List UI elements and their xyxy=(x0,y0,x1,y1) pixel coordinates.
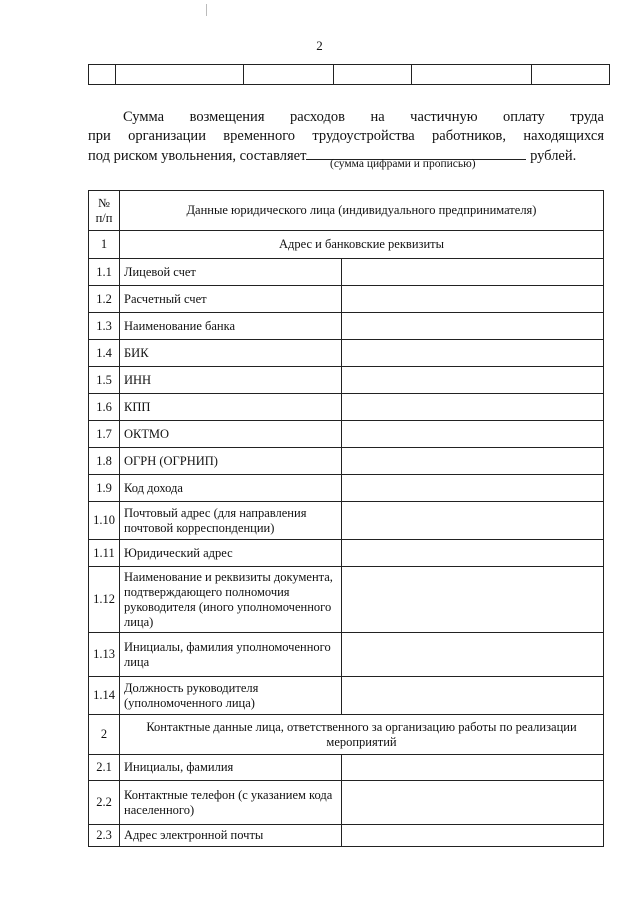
table-row xyxy=(89,781,604,825)
empty-cell xyxy=(116,65,244,85)
row-label: Адрес электронной почты xyxy=(120,825,342,847)
currency-text: рублей. xyxy=(526,148,577,164)
row-value-field[interactable] xyxy=(342,755,604,781)
row-num: 1.5 xyxy=(89,367,120,394)
empty-cell xyxy=(532,65,610,85)
header-title: Данные юридического лица (индивидуального предпринимателя) xyxy=(120,191,604,231)
row-value-field[interactable] xyxy=(342,394,604,421)
row-num: 2.1 xyxy=(89,755,120,781)
row-num: 1.1 xyxy=(89,259,120,286)
row-value-field[interactable] xyxy=(342,475,604,502)
section-num: 2 xyxy=(89,715,120,755)
table-row xyxy=(89,825,604,847)
row-label: Юридический адрес xyxy=(120,540,342,567)
row-value-field[interactable] xyxy=(342,540,604,567)
scan-mark xyxy=(206,4,207,16)
row-num: 1.2 xyxy=(89,286,120,313)
continued-table-row xyxy=(88,64,610,85)
row-label: Лицевой счет xyxy=(120,259,342,286)
table-row xyxy=(89,394,604,421)
row-value-field[interactable] xyxy=(342,313,604,340)
header-num: № п/п xyxy=(89,191,120,231)
row-label: КПП xyxy=(120,394,342,421)
row-label: ОКТМО xyxy=(120,421,342,448)
row-num: 2.3 xyxy=(89,825,120,847)
empty-cell xyxy=(412,65,532,85)
paragraph-line-2: при организации временного трудоустройства работников, находящихся xyxy=(88,128,604,144)
row-num: 1.7 xyxy=(89,421,120,448)
row-value-field[interactable] xyxy=(342,286,604,313)
row-value-field[interactable] xyxy=(342,781,604,825)
table-row xyxy=(89,340,604,367)
row-value-field[interactable] xyxy=(342,677,604,715)
row-label: Контактные телефон (с указанием кода населенного) xyxy=(120,781,342,825)
row-label: Инициалы, фамилия уполномоченного лица xyxy=(120,633,342,677)
row-num: 1.4 xyxy=(89,340,120,367)
row-num: 1.3 xyxy=(89,313,120,340)
section-num: 1 xyxy=(89,231,120,259)
section-title: Контактные данные лица, ответственного за организацию работы по реализации мероприятий xyxy=(120,715,604,755)
row-value-field[interactable] xyxy=(342,448,604,475)
table-row xyxy=(89,540,604,567)
empty-cell xyxy=(89,65,116,85)
row-value-field[interactable] xyxy=(342,567,604,633)
row-value-field[interactable] xyxy=(342,259,604,286)
table-row xyxy=(89,448,604,475)
table-row xyxy=(89,633,604,677)
row-num: 1.12 xyxy=(89,567,120,633)
section-row xyxy=(89,715,604,755)
row-num: 1.6 xyxy=(89,394,120,421)
row-label: ИНН xyxy=(120,367,342,394)
row-num: 1.9 xyxy=(89,475,120,502)
empty-cell xyxy=(334,65,412,85)
row-num: 2.2 xyxy=(89,781,120,825)
row-num: 1.10 xyxy=(89,502,120,540)
table-row xyxy=(89,755,604,781)
table-row xyxy=(89,475,604,502)
row-label: Наименование и реквизиты документа, подтверждающего полномочия руководителя (иного уполномоченного лица) xyxy=(120,567,342,633)
table-header-row xyxy=(89,191,604,231)
row-num: 1.11 xyxy=(89,540,120,567)
row-label: ОГРН (ОГРНИП) xyxy=(120,448,342,475)
row-value-field[interactable] xyxy=(342,825,604,847)
row-num: 1.13 xyxy=(89,633,120,677)
row-label: Должность руководителя (уполномоченного лица) xyxy=(120,677,342,715)
row-num: 1.8 xyxy=(89,448,120,475)
section-row xyxy=(89,231,604,259)
row-label: БИК xyxy=(120,340,342,367)
row-label: Инициалы, фамилия xyxy=(120,755,342,781)
page-number: 2 xyxy=(316,38,323,53)
empty-cell xyxy=(244,65,334,85)
row-num: 1.14 xyxy=(89,677,120,715)
table-row xyxy=(89,677,604,715)
requisites-table xyxy=(88,190,604,847)
paragraph-line-1: Сумма возмещения расходов на частичную оплату труда xyxy=(123,109,604,125)
table-row xyxy=(89,313,604,340)
section-title: Адрес и банковские реквизиты xyxy=(120,231,604,259)
table-row xyxy=(89,367,604,394)
row-value-field[interactable] xyxy=(342,367,604,394)
row-value-field[interactable] xyxy=(342,421,604,448)
row-label: Почтовый адрес (для направления почтовой корреспонденции) xyxy=(120,502,342,540)
row-value-field[interactable] xyxy=(342,340,604,367)
paragraph-line-3-text: под риском увольнения, составляет xyxy=(88,148,307,164)
row-label: Расчетный счет xyxy=(120,286,342,313)
row-value-field[interactable] xyxy=(342,633,604,677)
table-row xyxy=(89,502,604,540)
table-row xyxy=(89,567,604,633)
row-label: Наименование банка xyxy=(120,313,342,340)
amount-hint: (сумма цифрами и прописью) xyxy=(330,158,476,170)
row-label: Код дохода xyxy=(120,475,342,502)
table-row xyxy=(89,286,604,313)
table-row xyxy=(89,259,604,286)
row-value-field[interactable] xyxy=(342,502,604,540)
table-row xyxy=(89,421,604,448)
